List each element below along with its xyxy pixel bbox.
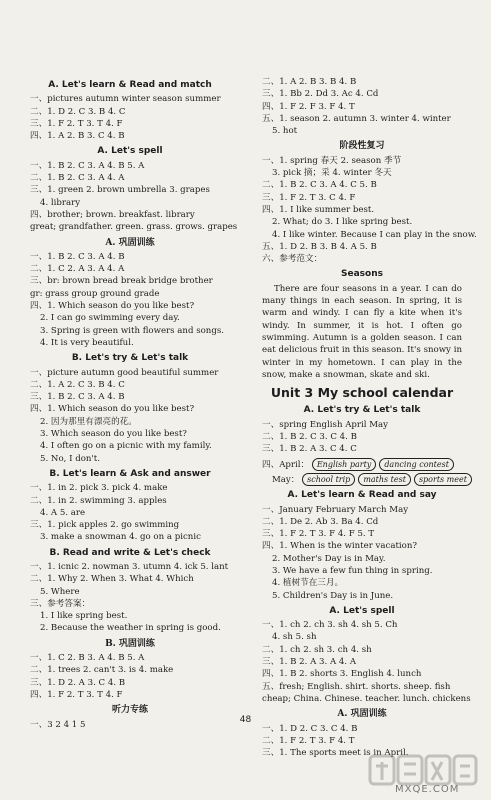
section-heading: Seasons (341, 269, 383, 280)
answer-line: 二、1. Why 2. When 3. What 4. Which (30, 574, 194, 585)
answer-line: 二、1. trees 2. can't 3. is 4. make (30, 665, 174, 676)
answer-line: 2. What; do 3. I like spring best. (272, 217, 413, 228)
answer-line: 4. sh 5. sh (272, 632, 317, 643)
answer-line: 三、1. green 2. brown umbrella 3. grapes (30, 185, 210, 196)
calendar-event-pill: sports meet (414, 473, 472, 486)
answer-line: 3. pick 摘；采 4. winter 冬天 (272, 168, 392, 179)
answer-line: 1. I like spring best. (40, 611, 128, 622)
right-top-section (262, 76, 477, 281)
answer-line: 三、1. B 2. A 3. A 4. A (262, 657, 357, 668)
answer-line: 四、1. When is the winter vacation? (262, 541, 417, 552)
section-heading: A. Let's learn & Read and say (287, 490, 437, 501)
pill-row-label: May： (272, 474, 300, 485)
answer-line: 二、1. ch 2. sh 3. ch 4. sh (262, 644, 372, 655)
left-column (30, 76, 238, 731)
unit-title: Unit 3 My school calendar (270, 385, 454, 401)
answer-line: great; grandfather. green. grass. grows. grapes (30, 222, 238, 233)
answer-line: 一、spring English April May (262, 419, 389, 430)
answer-line: 四、1. Which season do you like best? (30, 301, 195, 312)
answer-line: 3. Which season do you like best? (40, 429, 187, 440)
answer-line: 四、1. F 2. T 3. T 4. F (30, 689, 123, 700)
section-heading: A. Let's spell (97, 146, 163, 157)
answer-line: 二、1. B 2. C 3. C 4. B (262, 432, 357, 443)
answer-line: 三、br: brown bread break bridge brother (30, 276, 213, 287)
answer-line: 一、picture autumn good beautiful summer (30, 367, 219, 378)
answer-line: 四、brother; brown. breakfast. library (30, 209, 195, 220)
answer-line: 三、1. pick apples 2. go swimming (30, 520, 180, 531)
section-heading: 阶段性复习 (339, 141, 385, 152)
answer-line: 一、1. spring 春天 2. season 季节 (262, 155, 402, 166)
answer-line: 五、1. season 2. autumn 3. winter 4. winter (262, 113, 451, 124)
answer-line: 一、1. ch 2. ch 3. sh 4. sh 5. Ch (262, 620, 398, 631)
section-heading: 听力专练 (111, 705, 148, 716)
answer-line: 四、1. A 2. B 3. C 4. B (30, 131, 125, 142)
right-column (262, 76, 477, 759)
right-mid-section (262, 404, 462, 455)
calendar-event-pill: dancing contest (379, 458, 454, 471)
page-number: 48 (239, 715, 252, 725)
answer-line: 一、1. C 2. B 3. A 4. B 5. A (30, 653, 145, 664)
answer-line: cheap; China. Chinese. teacher. lunch. chickens (262, 693, 471, 704)
answer-line: 一、1. in 2. pick 3. pick 4. make (30, 483, 168, 494)
answer-line: 五、1. D 2. B 3. B 4. A 5. B (262, 241, 377, 252)
answer-line: 3. We have a few fun thing in spring. (272, 565, 433, 576)
answer-line: 四、1. Which season do you like best? (30, 404, 195, 415)
answer-line: 5. Children's Day is in June. (272, 590, 394, 601)
watermark-text: MXQE.COM (395, 784, 460, 795)
answer-line: 2. I can go swimming every day. (40, 313, 180, 324)
answer-line: 三、1. The sports meet is in April. (262, 748, 409, 759)
section-heading: A. 巩固训练 (105, 237, 155, 248)
answer-line: 一、January February March May (262, 504, 409, 515)
essay-paragraph: There are four seasons in a year. I can do many things in each season. In spring, it is warm and windy. I can fly a kite when it's windy. In summer, it is hot. I often go swimming. Autumn is a golden season. I can eat delicious fruit in this season. It's snowy in winter in my hometown. I can play in the snow, make a snowman, skate and ski. (262, 283, 462, 380)
answer-line: gr: grass group ground grade (30, 288, 160, 299)
pill-row-label: 四、April： (262, 459, 310, 470)
answer-line: 2. Mother's Day is in May. (272, 553, 386, 564)
answer-line: 二、1. A 2. C 3. B 4. C (30, 379, 125, 390)
answer-line: 一、1. B 2. C 3. A 4. B (30, 251, 125, 262)
answer-line: 5. No, I don't. (40, 453, 100, 464)
answer-line: 五、fresh; English. shirt. shorts. sheep. fish (262, 681, 451, 692)
answer-line: 三、1. B 2. A 3. C 4. C (262, 444, 357, 455)
answer-line: 三、1. F 2. T 3. C 4. F (262, 192, 356, 203)
calendar-event-pill: English party (312, 458, 376, 471)
calendar-event-pill: maths test (358, 473, 411, 486)
answer-line: 三、1. Bb 2. Dd 3. Ac 4. Cd (262, 89, 379, 100)
answer-line: 二、1. F 2. T 3. F 4. T (262, 735, 355, 746)
answer-line: 4. I like winter. Because I can play in the snow. (272, 229, 477, 240)
answer-line: 三、1. B 2. C 3. A 4. B (30, 392, 125, 403)
answer-line: 六、参考范文： (262, 254, 323, 265)
section-heading: A. Let's try & Let's talk (303, 405, 421, 416)
section-heading: A. 巩固训练 (337, 709, 387, 720)
answer-line: 一、pictures autumn winter season summer (30, 94, 221, 105)
answer-line: 4. I often go on a picnic with my family. (40, 441, 212, 452)
section-heading: B. Let's try & Let's talk (71, 353, 189, 364)
section-heading: B. 巩固训练 (105, 638, 155, 649)
section-heading: A. Let's learn & Read and match (48, 80, 212, 90)
answer-line: 二、1. De 2. Ab 3. Ba 4. Cd (262, 516, 379, 527)
answer-line: 二、1. B 2. C 3. A 4. C 5. B (262, 180, 377, 191)
calendar-event-pill: school trip (302, 473, 355, 486)
answer-line: 三、1. F 2. T 3. T 4. F (30, 118, 123, 129)
section-heading: B. Read and write & Let's check (49, 547, 211, 558)
answer-line: 一、3 2 4 1 5 (30, 719, 86, 730)
section-heading: B. Let's learn & Ask and answer (49, 468, 211, 479)
answer-line: 4. A 5. are (40, 507, 86, 518)
answer-line: 一、1. icnic 2. nowman 3. utumn 4. ick 5. lant (30, 561, 229, 572)
calendar-pill-row-april (262, 458, 462, 471)
answer-line: 2. Because the weather in spring is good. (40, 623, 221, 634)
answer-line: 4. library (40, 197, 81, 208)
answer-line: 5. Where (40, 586, 80, 597)
answer-line: 四、1. I like summer best. (262, 204, 375, 215)
answer-line: 二、1. in 2. swimming 3. apples (30, 495, 167, 506)
answer-line: 二、1. A 2. B 3. B 4. B (262, 77, 357, 87)
answer-line: 四、1. F 2. F 3. F 4. T (262, 101, 355, 112)
answer-line: 四、1. B 2. shorts 3. English 4. lunch (262, 669, 422, 680)
answer-line: 三、参考答案： (30, 598, 91, 609)
answer-line: 4. It is very beautiful. (40, 337, 134, 348)
answer-line: 三、1. D 2. A 3. C 4. B (30, 677, 126, 688)
answer-line: 4. 植树节在三月。 (272, 578, 344, 589)
section-heading: A. Let's spell (329, 605, 395, 616)
answer-line: 二、1. D 2. C 3. B 4. C (30, 106, 126, 117)
answer-line: 3. make a snowman 4. go on a picnic (40, 532, 201, 543)
calendar-pill-row-may (272, 473, 467, 486)
answer-line: 一、1. B 2. C 3. A 4. B 5. A (30, 160, 145, 171)
answer-line: 三、1. F 2. T 3. F 4. F 5. T (262, 529, 375, 540)
answer-line: 2. 因为那里有漂亮的花。 (40, 416, 137, 427)
answer-line: 二、1. C 2. A 3. A 4. A (30, 264, 125, 275)
answer-line: 一、1. D 2. C 3. C 4. B (262, 723, 358, 734)
answer-line: 5. hot (272, 126, 298, 137)
answer-line: 二、1. B 2. C 3. A 4. A (30, 173, 125, 184)
answer-line: 3. Spring is green with flowers and songs. (40, 325, 224, 336)
